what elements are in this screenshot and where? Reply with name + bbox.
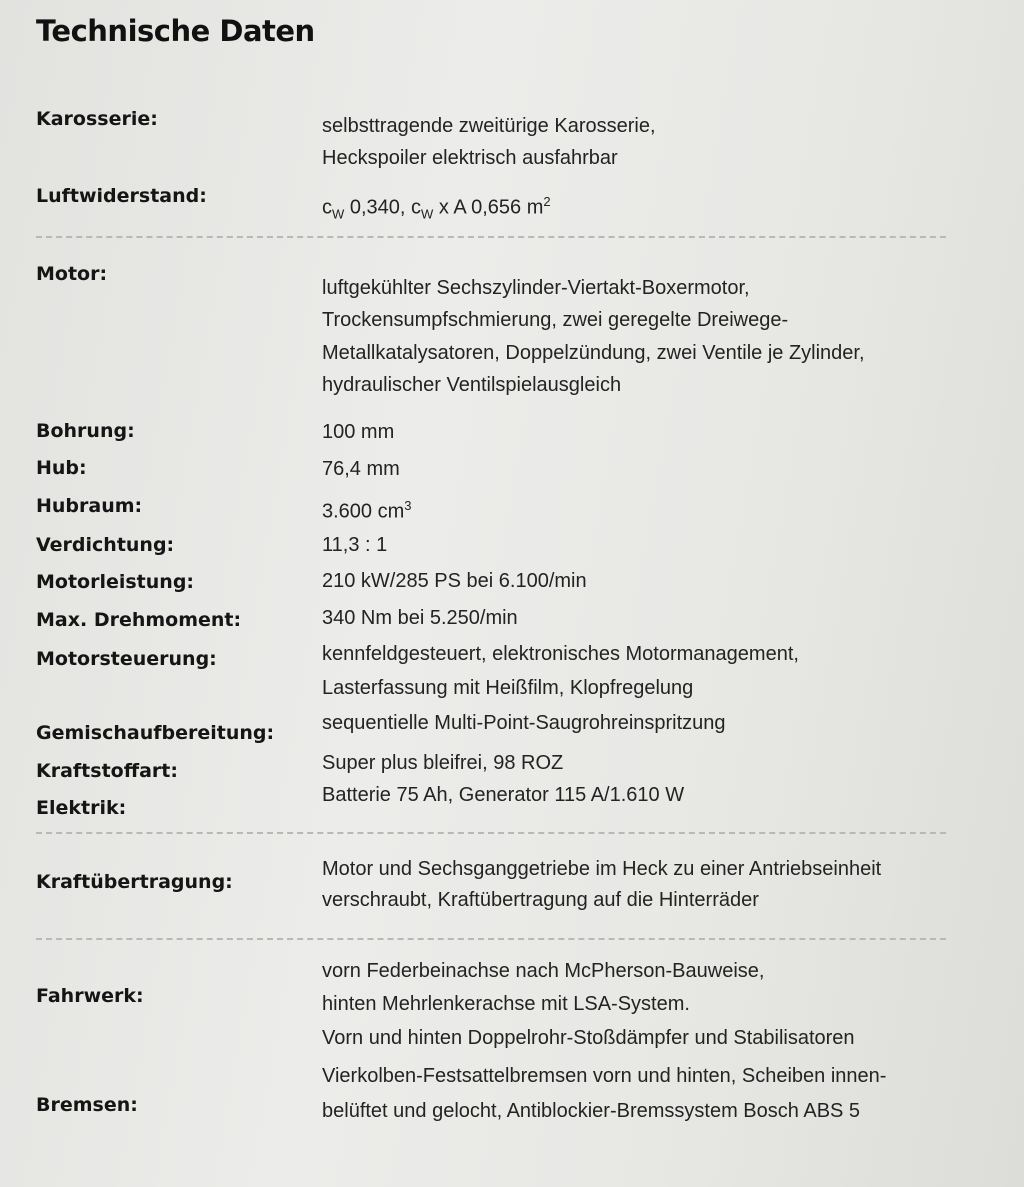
- page-title: Technische Daten: [36, 14, 315, 48]
- spec-value-bohrung: 100 mm: [322, 421, 395, 443]
- spec-value-karosserie-line-2: Heckspoiler elektrisch ausfahrbar: [322, 147, 618, 169]
- spec-value-motor-line-3: Metallkatalysatoren, Doppelzündung, zwei Ventile je Zylinder,: [322, 342, 865, 364]
- spec-value-fahrwerk-line-2: hinten Mehrlenkerachse mit LSA-System.: [322, 993, 690, 1015]
- spec-value-drehmoment: 340 Nm bei 5.250/min: [322, 607, 518, 629]
- spec-label-hub: Hub:: [36, 457, 87, 479]
- spec-value-kraftuebertragung-line-2: verschraubt, Kraftübertragung auf die Hinterräder: [322, 889, 759, 911]
- spec-label-drehmoment: Max. Drehmoment:: [36, 609, 242, 631]
- spec-value-motor-line-2: Trockensumpfschmierung, zwei geregelte Dreiwege-: [322, 309, 789, 331]
- spec-value-verdichtung: 11,3 : 1: [322, 534, 388, 556]
- spec-value-hubraum: [322, 490, 412, 528]
- cwa-subscript: W: [421, 206, 434, 222]
- cwa-value: x A 0,656 m: [438, 196, 544, 219]
- spec-value-elektrik: Batterie 75 Ah, Generator 115 A/1.610 W: [322, 784, 685, 806]
- cw-symbol: c: [322, 196, 332, 219]
- hubraum-value: 3.600 cm: [322, 500, 405, 523]
- spec-value-gemischaufbereitung: sequentielle Multi-Point-Saugrohreinspritzung: [322, 712, 726, 734]
- spec-value-fahrwerk-line-1: vorn Federbeinachse nach McPherson-Bauweise,: [322, 960, 765, 982]
- spec-label-fahrwerk: Fahrwerk:: [36, 985, 144, 1007]
- spec-value-bremsen-line-2: belüftet und gelocht, Antiblockier-Bremssystem Bosch ABS 5: [322, 1100, 861, 1122]
- spec-value-motorsteuerung-line-1: kennfeldgesteuert, elektronisches Motormanagement,: [322, 643, 799, 665]
- cw-value: 0,340,: [349, 196, 406, 219]
- spec-label-luftwiderstand: Luftwiderstand:: [36, 185, 207, 207]
- spec-label-karosserie: Karosserie:: [36, 108, 158, 130]
- spec-label-verdichtung: Verdichtung:: [36, 534, 175, 556]
- spec-label-elektrik: Elektrik:: [36, 797, 127, 819]
- section-divider: [36, 236, 946, 238]
- section-divider: [36, 938, 946, 940]
- spec-label-hubraum: Hubraum:: [36, 495, 143, 517]
- spec-label-bohrung: Bohrung:: [36, 420, 135, 442]
- spec-label-motorsteuerung: Motorsteuerung:: [36, 648, 217, 670]
- cw-subscript: W: [332, 206, 345, 222]
- spec-label-bremsen: Bremsen:: [36, 1094, 138, 1116]
- spec-value-motor-line-1: luftgekühlter Sechszylinder-Viertakt-Boxermotor,: [322, 277, 750, 299]
- spec-label-motor: Motor:: [36, 263, 108, 285]
- spec-value-fahrwerk-line-3: Vorn und hinten Doppelrohr-Stoßdämpfer und Stabilisatoren: [322, 1027, 855, 1049]
- spec-value-motorsteuerung-line-2: Lasterfassung mit Heißfilm, Klopfregelung: [322, 677, 694, 699]
- spec-value-hub: 76,4 mm: [322, 458, 400, 480]
- spec-label-kraftstoffart: Kraftstoffart:: [36, 760, 178, 782]
- spec-label-motorleistung: Motorleistung:: [36, 571, 195, 593]
- section-divider: [36, 832, 946, 834]
- spec-value-kraftstoffart: Super plus bleifrei, 98 ROZ: [322, 752, 564, 774]
- cwa-symbol: c: [411, 196, 422, 219]
- spec-value-luftwiderstand: [322, 186, 551, 231]
- spec-value-motor-line-4: hydraulischer Ventilspielausgleich: [322, 374, 622, 396]
- hubraum-superscript: 3: [404, 498, 412, 513]
- spec-value-karosserie-line-1: selbsttragende zweitürige Karosserie,: [322, 115, 656, 137]
- spec-value-kraftuebertragung-line-1: Motor und Sechsganggetriebe im Heck zu einer Antriebseinheit: [322, 858, 882, 880]
- spec-value-motorleistung: 210 kW/285 PS bei 6.100/min: [322, 570, 587, 592]
- spec-label-kraftuebertragung: Kraftübertragung:: [36, 871, 233, 893]
- spec-value-bremsen-line-1: Vierkolben-Festsattelbremsen vorn und hinten, Scheiben innen-: [322, 1065, 887, 1087]
- spec-label-gemischaufbereitung: Gemischaufbereitung:: [36, 722, 275, 744]
- cwa-superscript: 2: [543, 194, 551, 209]
